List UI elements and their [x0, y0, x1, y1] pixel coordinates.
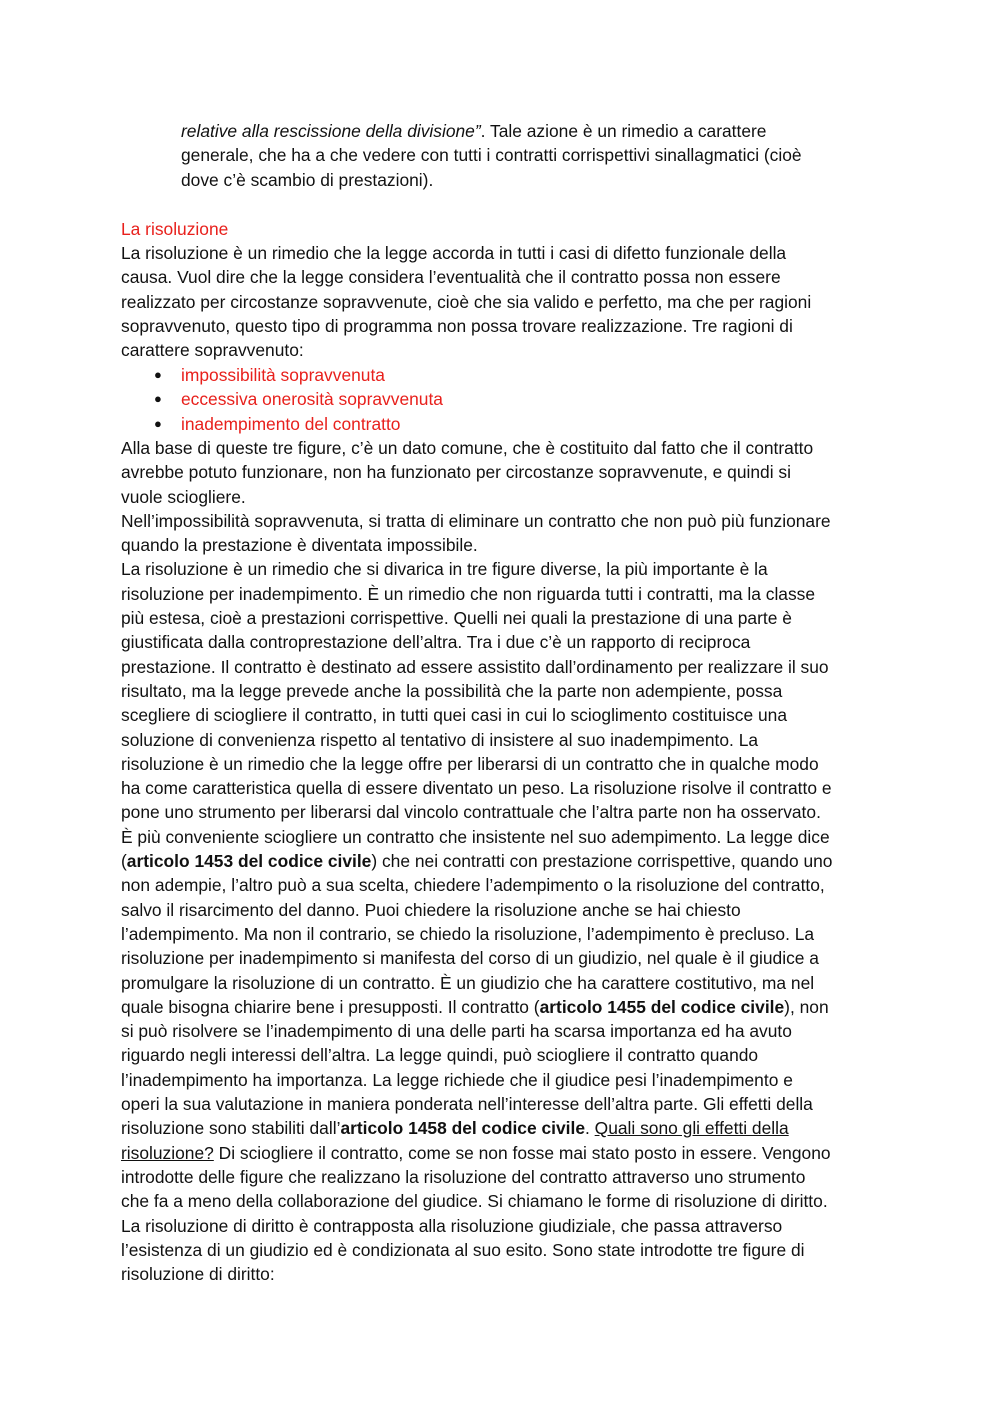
text-line: non adempie, l’altro può a sua scelta, chiedere l’adempimento o la risoluzione del contratto, [121, 875, 825, 896]
text-line: si può risolvere se l’inadempimento di una delle parti ha scarsa importanza ed ha avuto [121, 1021, 792, 1042]
text-line: introdotte delle figure che realizzano la risoluzione del contratto attraverso uno strumento [121, 1166, 806, 1187]
text-line: realizzato per circostanze sopravvenute, cioè che sia valido e perfetto, ma che per ragioni [121, 291, 812, 312]
bullet-item [121, 363, 891, 387]
text-line: risoluzione di diritto: [121, 1264, 275, 1285]
text-line: È più conveniente sciogliere un contratto che insistente nel suo adempimento. La legge dice [121, 826, 830, 847]
bullet-dot-icon: ● [154, 415, 162, 431]
bold-reference: articolo 1458 del codice civile [340, 1118, 585, 1139]
bullet-item [121, 412, 891, 436]
text-line: quando la prestazione è diventata impossibile. [121, 535, 478, 556]
bullet-item [121, 387, 891, 411]
text-line: che fa a meno della collaborazione del giudice. Si chiamano le forme di risoluzione di diritto. [121, 1191, 828, 1212]
text-line: riguardo negli interessi dell’altra. La legge quindi, può sciogliere il contratto quando [121, 1045, 759, 1066]
text-line: scegliere di sciogliere il contratto, in tutti quei casi in cui lo scioglimento costituisce una [121, 705, 787, 726]
text-line: generale, che ha a che vedere con tutti i contratti corrispettivi sinallagmatici (cioè [181, 145, 802, 166]
text-line: ha come caratteristica quella di essere diventato un peso. La risoluzione risolve il contratto e [121, 778, 832, 799]
intro-paragraph [181, 119, 881, 192]
text-run: risoluzione sono stabiliti dall’ [121, 1118, 341, 1139]
text-line: La risoluzione è un rimedio che si divarica in tre figure diverse, la più importante è la [121, 559, 768, 580]
bullet-list [121, 363, 891, 436]
bullet-label: eccessiva onerosità sopravvenuta [181, 389, 443, 410]
text-line: soluzione di convenienza rispetto al tentativo di insistere al suo inadempimento. La [121, 729, 759, 750]
text-line: dove c’è scambio di prestazioni). [181, 169, 434, 190]
text-line: promulgare la risoluzione di un contratto. È un giudizio che ha carattere costitutivo, ma nel [121, 972, 815, 993]
text-line: giustificata dalla controprestazione dell’altra. Tra i due c’è un rapporto di reciproca [121, 632, 751, 653]
text-run: quale bisogna chiarire bene i presupposti. Il contratto ( [121, 996, 540, 1017]
text-run: Di sciogliere il contratto, come se non fosse mai stato posto in essere. Vengono [213, 1142, 831, 1163]
text-run: ), non [784, 996, 829, 1017]
bullet-dot-icon: ● [154, 367, 162, 382]
text-line: vuole sciogliere. [121, 486, 246, 507]
text-line: Nell’impossibilità sopravvenuta, si tratta di eliminare un contratto che non può più funzionare [121, 510, 831, 531]
text-line: risoluzione è un rimedio che la legge offre per liberarsi di un contratto che in qualche modo [121, 753, 819, 774]
text-line: più estesa, cioè a prestazioni corrispettive. Quelli nei quali la prestazione di una parte è [121, 608, 792, 629]
text-line: risoluzione per inadempimento si manifesta del corso di un giudizio, nel quale è il giudice a [121, 948, 819, 969]
section-heading: La risoluzione [121, 219, 229, 239]
text-run: ) che nei contratti con prestazione corrispettive, quando uno [371, 851, 833, 872]
text-line [121, 849, 891, 873]
italic-quote: relative alla rescissione della divisione” [181, 121, 481, 141]
text-line: pone uno strumento per liberarsi dal vincolo contrattuale che l’altra parte non ha osservato. [121, 802, 821, 823]
underlined-question: risoluzione? [121, 1142, 214, 1163]
text-line [121, 1116, 891, 1140]
text-line: risoluzione per inadempimento. È un rimedio che non riguarda tutti i contratti, ma la classe [121, 583, 816, 604]
text-line: La risoluzione di diritto è contrapposta alla risoluzione giudiziale, che passa attraverso [121, 1215, 783, 1236]
text-line [121, 995, 891, 1019]
text-line [121, 1141, 891, 1165]
text-line: causa. Vuol dire che la legge considera l’eventualità che il contratto possa non essere [121, 267, 781, 288]
text-line: avrebbe potuto funzionare, non ha funzionato per circostanze sopravvenute, e quindi si [121, 462, 791, 483]
bullet-dot-icon: ● [154, 391, 162, 407]
bold-reference: articolo 1453 del codice civile [126, 851, 372, 872]
text-line: prestazione. Il contratto è destinato ad essere assistito dall’ordinamento per realizzare il suo [121, 656, 829, 677]
text-line: salvo il risarcimento del danno. Puoi chiedere la risoluzione anche se hai chiesto [121, 899, 741, 920]
text-line: La risoluzione è un rimedio che la legge accorda in tutti i casi di difetto funzionale della [121, 243, 787, 263]
text-run: . Tale azione è un rimedio a carattere [480, 121, 767, 141]
text-run: ( [121, 851, 127, 872]
text-line [181, 119, 881, 143]
bullet-label: impossibilità sopravvenuta [181, 365, 385, 385]
text-run: . [585, 1118, 595, 1139]
text-line: carattere sopravvenuto: [121, 340, 304, 361]
bold-reference: articolo 1455 del codice civile [539, 996, 785, 1017]
text-line: l’esistenza di un giudizio ed è condizionata al suo esito. Sono state introdotte tre figure di [121, 1239, 805, 1260]
text-line: sopravvenuto, questo tipo di programma non possa trovare realizzazione. Tre ragioni di [121, 315, 793, 336]
text-line: l’adempimento. Ma non il contrario, se chiedo la risoluzione, l’adempimento è precluso. La [121, 923, 815, 944]
body-paragraphs [121, 436, 891, 1286]
text-line: Alla base di queste tre figure, c’è un dato comune, che è costituito dal fatto che il contratto [121, 438, 814, 458]
bullet-label: inadempimento del contratto [181, 413, 401, 434]
underlined-question: Quali sono gli effetti della [594, 1118, 789, 1139]
section-intro-paragraph [121, 241, 891, 362]
text-line: l’inadempimento ha importanza. La legge richiede che il giudice pesi l’inadempimento e [121, 1069, 793, 1090]
text-line: risultato, ma la legge prevede anche la possibilità che la parte non adempiente, possa [121, 680, 783, 701]
text-line: operi la sua valutazione in maniera ponderata nell’interesse dell’altra parte. Gli effetti della [121, 1094, 813, 1115]
